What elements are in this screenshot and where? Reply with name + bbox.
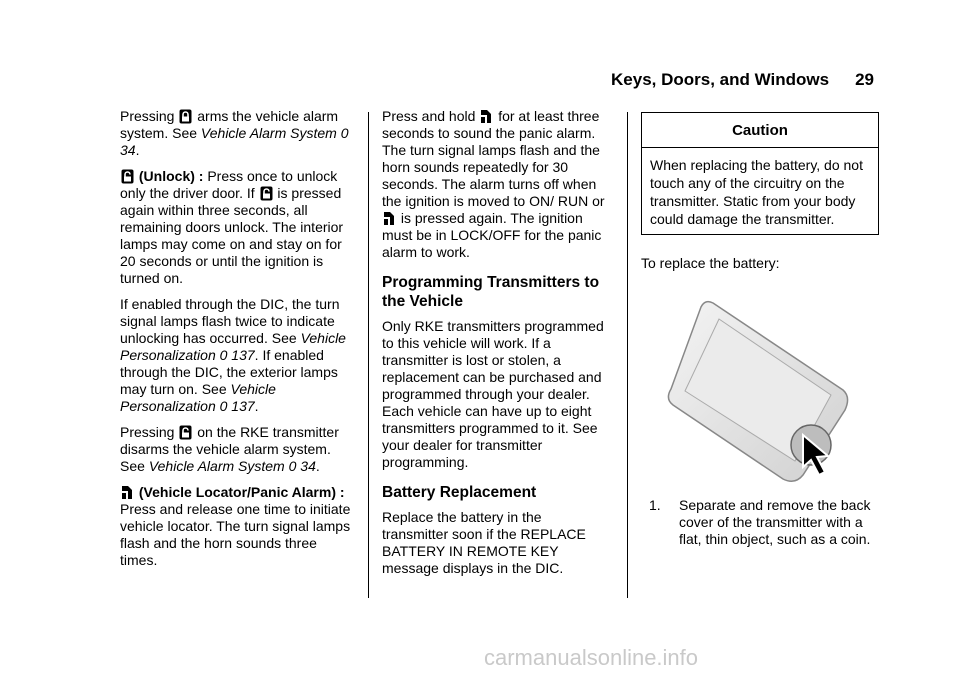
page-number: 29: [855, 70, 874, 89]
paragraph-panic-hold: Press and hold for at least three seconds to sound the panic alarm. The turn signal lamps flash and the horn sounds repeatedly for 30 seconds. The alarm turns off when the ignition is moved to ON/ RUN or is pressed again. The ignition must be in LOCK/OFF for the panic alarm to work.: [382, 108, 605, 260]
battery-intro: To replace the battery:: [641, 255, 780, 271]
column-3: [641, 108, 879, 548]
paragraph-panic: (Vehicle Locator/Panic Alarm) : Press and release one time to initiate vehicle locator. The turn signal lamps flash and the horn sounds three times.: [120, 484, 351, 568]
page-header: [611, 70, 874, 90]
paragraph-programming: Only RKE transmitters programmed to this vehicle will work. If a transmitter is lost or stolen, a replacement can be purchased and programmed through your dealer. Each vehicle can have up to eight transmitters programmed to it. See your dealer for transmitter programming.: [382, 318, 604, 470]
page-ref[interactable]: 0 137: [219, 347, 255, 363]
caution-title: Caution: [642, 113, 878, 148]
caution-body: When replacing the battery, do not touch any of the circuitry on the transmitter. Static from your body could damage the transmitter.: [650, 157, 863, 227]
paragraph-dic: If enabled through the DIC, the turn signal lamps flash twice to indicate unlocking has occurred. See Vehicle Personalization 0 137. If enabled through the DIC, the exterior lamps may turn on. See Vehicle Personalization 0 137.: [120, 296, 346, 414]
list-item: [641, 497, 879, 548]
step-number: 1.: [649, 497, 661, 513]
link-vehicle-alarm-system[interactable]: Vehicle Alarm System: [148, 458, 285, 474]
unlock-icon: [121, 169, 134, 184]
paragraph-battery: Replace the battery in the transmitter soon if the REPLACE BATTERY IN REMOTE KEY message displays in the DIC.: [382, 509, 586, 576]
term-vehicle-locator: (Vehicle Locator/Panic Alarm) :: [138, 484, 345, 500]
link-vehicle-personalization[interactable]: Vehicle Personalization: [120, 381, 276, 414]
panic-alarm-icon: [383, 211, 396, 226]
transmitter-illustration: [663, 295, 853, 485]
panic-alarm-icon: [480, 109, 493, 124]
section-title: Keys, Doors, and Windows: [611, 70, 830, 89]
term-unlock: (Unlock) :: [138, 168, 204, 184]
panic-alarm-icon: [121, 485, 134, 500]
heading-battery-replacement: Battery Replacement: [382, 484, 537, 501]
unlock-icon: [260, 186, 273, 201]
caution-box: [641, 112, 879, 235]
heading-programming-transmitters: Programming Transmitters to the Vehicle: [382, 274, 600, 310]
page-ref[interactable]: 0 137: [219, 398, 255, 414]
column-1: [120, 108, 356, 578]
page-ref[interactable]: 0 34: [120, 125, 349, 158]
step-text: Separate and remove the back cover of the transmitter with a flat, thin object, such as a coin.: [679, 497, 871, 547]
watermark: carmanualsonline.info: [484, 645, 699, 670]
page-ref[interactable]: 0 34: [288, 458, 316, 474]
lock-icon: [179, 109, 192, 124]
paragraph-unlock: (Unlock) : Press once to unlock only the driver door. If is pressed again within three seconds, all remaining doors unlock. The interior lamps may come on and stay on for 20 seconds or until the ignition is turned on.: [120, 168, 344, 286]
paragraph-disarm: Pressing on the RKE transmitter disarms the vehicle alarm system. See Vehicle Alarm System 0 34.: [120, 424, 339, 474]
link-vehicle-alarm-system[interactable]: Vehicle Alarm System: [200, 125, 337, 141]
column-2: [382, 108, 610, 586]
link-vehicle-personalization[interactable]: Vehicle Personalization: [120, 330, 346, 363]
unlock-icon: [179, 425, 192, 440]
column-divider: [627, 112, 628, 598]
paragraph-lock: Pressing arms the vehicle alarm system. See Vehicle Alarm System 0 34.: [120, 108, 349, 158]
column-divider: [368, 112, 369, 598]
